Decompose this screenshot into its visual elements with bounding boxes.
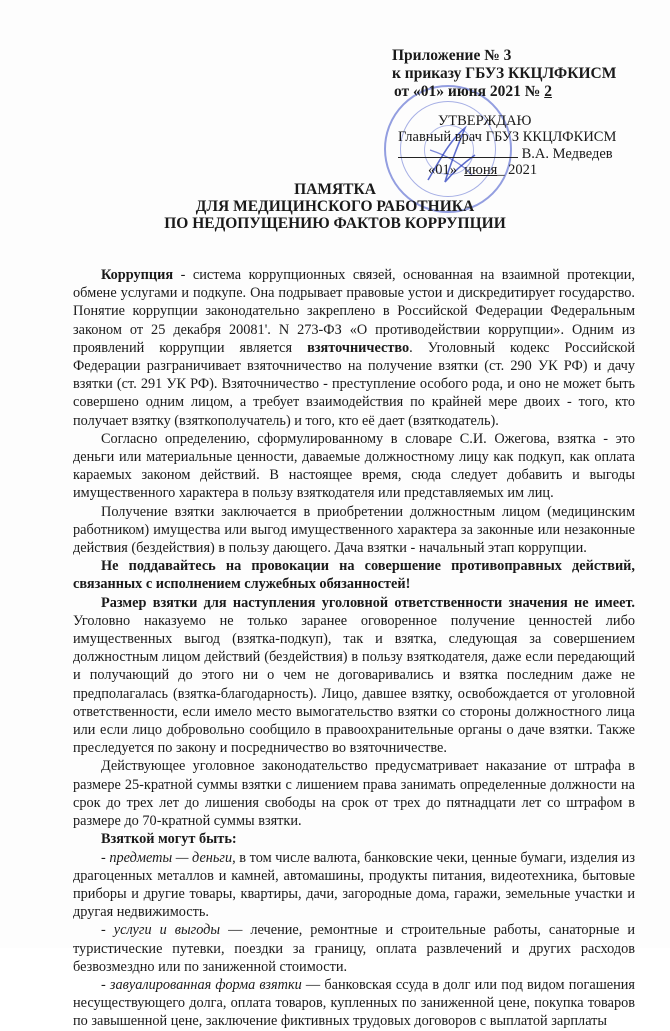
paragraph-text: . Уголовный кодекс Российской Федерации разграничивает взяточничество на получение взятки (ст. 290 УК РФ) и дачу взятки (ст. 291 УК РФ). Взяточничество - преступление особого рода, и оно не может быть совершено одним лицом, а требует взаимодействия по крайней мере двоих - того, кто получает взятку (взяткополучатель) и того, кто её дает (взяткодатель).: [73, 339, 635, 429]
approval-date: «01» июня_ 2021: [428, 162, 538, 178]
list-item-veiled: [73, 976, 635, 1031]
appendix-number: 2: [544, 83, 552, 100]
paragraph-corruption: [73, 266, 635, 430]
item-label: услуги и выгоды: [113, 922, 221, 939]
paragraph-text: Уголовно наказуемо не только заранее оговоренное получение ценностей либо имущественных выгод (взятка-подкуп), так и взятка, следующая за совершением должностным лицом действий (бездействия) в пользу взяткодателя, даже если передающий и получающий до этого ни о чем не договаривались и взятка последним даже не предполагалась (взятка-благодарность). Лицо, давшее взятку, освобождается от уголовной ответственности, если имело место вымогательство взятки со стороны должностного лица или если лицо добровольно сообщило в правоохранительные органы о даче взятки. Также преследуется по закону и посредничество во взяточничестве.: [73, 612, 635, 757]
list-item-objects: [73, 849, 635, 922]
approver-name: В.А. Медведев: [521, 146, 613, 162]
paragraph-warning: Не поддавайтесь на провокации на совершение противоправных действий, связанных с исполнением служебных обязанностей!: [73, 558, 635, 593]
approval-day: «01»: [428, 162, 457, 178]
list-item-services: [73, 921, 635, 976]
item-text: — лечение, ремонтные и строительные работы, санаторные и туристические путевки, поездки за границу, оплата развлечений и других расходов безвозмездно или по заниженной стоимости.: [73, 922, 635, 975]
item-text: — банковская ссуда в долг или под видом погашения несуществующего долга, оплата товаров, купленных по заниженной цене, покупка товаров по завышенной цене, заключение фиктивных трудовых договоров с выплатой зарплаты: [73, 976, 635, 1030]
signature-line: [398, 145, 616, 162]
bribe-types-heading: Взяткой могут быть:: [101, 831, 237, 848]
appendix-line2: к приказу ГБУЗ ККЦЛФКИСМ: [392, 65, 617, 82]
approval-month: июня: [464, 162, 498, 178]
item-label: завуалированная форма взятки: [109, 976, 302, 993]
approval-year: 2021: [508, 162, 538, 178]
term-bribery: взяточничество: [307, 339, 410, 356]
item-dash: -: [101, 922, 114, 939]
paragraph-receiving-bribe: Получение взятки заключается в приобретении должностным лицом (медицинским работником) имущества или выгод имущественного характера за законные или незаконные действия (бездействия) в пользу дающего. Дача взятки - начальный этап коррупции.: [73, 503, 635, 557]
title-line1: ПАМЯТКА: [294, 181, 376, 198]
appendix-header: [392, 47, 616, 101]
approve-label: УТВЕРЖДАЮ: [438, 113, 532, 129]
paragraph-text: - система коррупционных связей, основанная на взаимной протекции, обмене услугами и подкупе. Она подрывает правовые устои и дискредитирует государство. Понятие коррупции законодательно закреплено в Российской Федерации Федеральным законом от 25 декабря 20081'. N 273-ФЗ «О противодействии коррупции». Одним из проявлений коррупции является: [73, 267, 635, 356]
appendix-line1: Приложение № 3: [392, 47, 512, 64]
paragraph-definition: Согласно определению, сформулированному в словаре С.И. Ожегова, взятка - это деньги или материальные ценности, даваемые должностному лицу как подкуп, как оплата караемых законом действий. В настоящее время, сюда следует добавить и выгоды имущественного характера в пользу взяткодателя или представляемых им лиц.: [73, 430, 635, 502]
title-line3: ПО НЕДОПУЩЕНИЮ ФАКТОВ КОРРУПЦИИ: [164, 215, 506, 232]
paragraph-bribe-size: [73, 594, 635, 758]
item-text: , в том числе валюта, банковские чеки, ценные бумаги, изделия из драгоценных металлов и камней, автомашины, продукты питания, видеотехника, бытовые приборы и другие товары, квартиры, дачи, загородные дома, гаражи, земельные участки и другая недвижимость.: [73, 849, 635, 921]
appendix-line3: [394, 83, 616, 101]
item-dash: -: [101, 976, 110, 993]
title-line2: ДЛЯ МЕДИЦИНСКОГО РАБОТНИКА: [195, 198, 475, 215]
bribe-size-heading: Размер взятки для наступления уголовной ответственности значения не имеет.: [101, 594, 635, 611]
term-corruption: Коррупция: [101, 267, 174, 283]
appendix-date: от «01» июня 2021 №: [394, 83, 545, 100]
signature-underline: [398, 145, 518, 158]
document-title: [0, 181, 670, 232]
approver-position: Главный врач ГБУЗ ККЦЛФКИСМ: [398, 129, 617, 145]
item-label: - предметы — деньги: [101, 849, 233, 866]
document-body: [73, 266, 635, 1031]
paragraph-penalty: Действующее уголовное законодательство предусматривает наказание от штрафа в размере 25-кратной суммы взятки с лишением права занимать определенные должности на срок до трех лет до лишения свободы на срок от трех до пятнадцати лет со штрафом в размере до 70-кратной суммы взятки.: [73, 758, 635, 830]
approval-block: [398, 113, 616, 178]
